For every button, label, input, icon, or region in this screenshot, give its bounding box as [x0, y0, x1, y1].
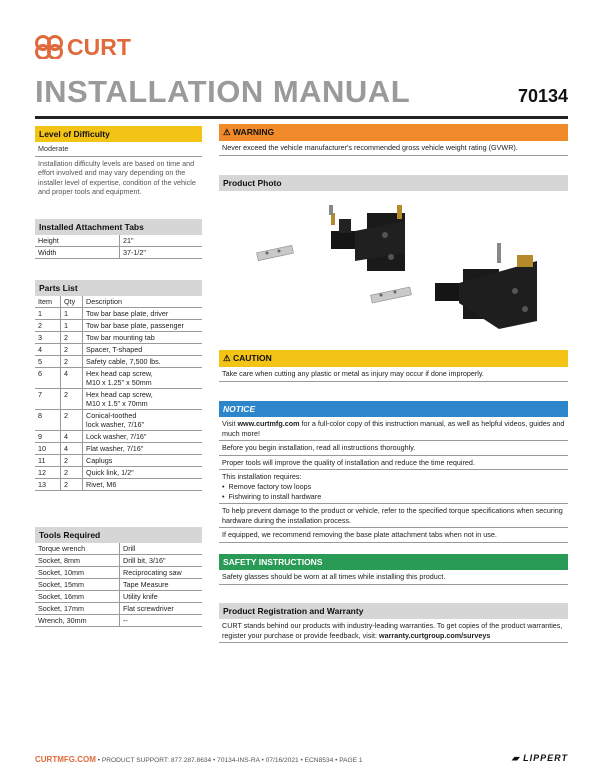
caution-heading: [219, 350, 568, 367]
table-row: [35, 543, 202, 555]
column-header: Qty: [61, 296, 83, 308]
tool-name: Drill bit, 3/16": [123, 556, 166, 565]
parts-list-section: [35, 280, 202, 491]
tab-dimension-value: 21": [123, 236, 134, 245]
registration-heading: Product Registration and Warranty: [219, 603, 568, 619]
brand-name: CURT: [67, 33, 131, 60]
part-number: 70134: [517, 86, 568, 106]
item-description: Hex head cap screw, M10 x 1.25" x 50mm: [86, 369, 153, 387]
parts-table-body: [35, 308, 202, 491]
tools-section: [35, 527, 202, 627]
safety-heading: SAFETY INSTRUCTIONS: [219, 554, 568, 570]
tools-table: [35, 543, 202, 627]
tools-table-body: [35, 543, 202, 627]
item-qty: 1: [61, 308, 83, 320]
item-description: Quick link, 1/2": [86, 468, 134, 477]
tool-name: Drill: [123, 544, 136, 553]
table-row: [35, 368, 202, 389]
difficulty-level: Moderate: [35, 142, 202, 157]
list-item-text: Remove factory tow loops: [228, 481, 312, 491]
tool-name: --: [123, 616, 128, 625]
item-number: 4: [35, 344, 61, 356]
parts-table: [35, 296, 202, 491]
table-row: [35, 235, 202, 247]
tool-name: Utility knife: [123, 592, 158, 601]
item-number: 7: [35, 389, 61, 410]
tool-name: Socket, 16mm: [35, 591, 120, 603]
table-row: [35, 579, 202, 591]
item-number: 9: [35, 431, 61, 443]
table-row: [35, 467, 202, 479]
registration-body: CURT stands behind our products with industry-leading warranties. To get copies of the product warranties, register your purchase or provide feedback, visit:: [222, 621, 563, 640]
attachment-tabs-table: [35, 235, 202, 259]
registration-section: [219, 603, 568, 643]
caution-heading-text: CAUTION: [233, 353, 272, 363]
tab-dimension-value: 37-1/2": [123, 248, 146, 257]
item-number: 10: [35, 443, 61, 455]
list-item-text: Fishwiring to install hardware: [228, 491, 322, 501]
table-row: [35, 443, 202, 455]
safety-section: [219, 554, 568, 585]
item-description: Lock washer, 7/16": [86, 432, 147, 441]
notice-visit-text: [219, 417, 568, 441]
item-qty: 2: [61, 356, 83, 368]
tool-name: Socket, 10mm: [35, 567, 120, 579]
header-divider: [35, 116, 568, 119]
caution-section: [219, 350, 568, 382]
item-number: 3: [35, 332, 61, 344]
notice-read-instructions: Before you begin installation, read all instructions thoroughly.: [219, 441, 568, 456]
table-row: [35, 389, 202, 410]
item-qty: 4: [61, 368, 83, 389]
item-qty: 2: [61, 344, 83, 356]
notice-heading: NOTICE: [219, 401, 568, 417]
difficulty-note: Installation difficulty levels are based on time and effort involved and may vary depending on the installer level of expertise, condition of the vehicle and proper tools and equipment.: [38, 158, 196, 197]
tab-dimension-label: Width: [35, 247, 120, 259]
notice-requirements: [219, 470, 568, 504]
item-qty: 4: [61, 431, 83, 443]
curt-logo-icon: [35, 35, 63, 59]
item-description: Conical-toothed lock washer, 7/16": [86, 411, 145, 429]
list-item: • Remove factory tow loops: [222, 481, 312, 491]
tool-name: Socket, 8mm: [35, 555, 120, 567]
notice-torque: To help prevent damage to the product or vehicle, refer to the specified torque specifications when securing hardware during the installation process.: [219, 504, 568, 528]
column-header: Description: [86, 297, 122, 306]
website-link[interactable]: www.curtmfg.com: [237, 419, 300, 428]
warning-section: [219, 124, 568, 156]
product-photo: [219, 191, 568, 341]
item-description: Safety cable, 7,500 lbs.: [86, 357, 161, 366]
tool-name: Socket, 15mm: [35, 579, 120, 591]
item-description: Tow bar base plate, passenger: [86, 321, 184, 330]
table-row: [35, 308, 202, 320]
table-header-row: [35, 296, 202, 308]
column-header: Item: [35, 296, 61, 308]
table-row: [35, 356, 202, 368]
table-row: [35, 479, 202, 491]
item-description: Tow bar mounting tab: [86, 333, 155, 342]
product-photo-section: [219, 175, 568, 346]
item-qty: 2: [61, 410, 83, 431]
lippert-logo: [512, 753, 568, 764]
item-description: Hex head cap screw, M10 x 1.5" x 70mm: [86, 390, 153, 408]
tab-dimension-label: Height: [35, 235, 120, 247]
product-photo-heading: Product Photo: [219, 175, 568, 191]
registration-text: [219, 619, 568, 643]
table-row: [35, 615, 202, 627]
table-row: [35, 410, 202, 431]
footer-info: • PRODUCT SUPPORT: 877.287.8634 • 70134-INS-RA • 07/16/2021 • ECN8534 • PAGE 1: [97, 757, 363, 764]
difficulty-heading: Level of Difficulty: [35, 126, 202, 142]
tool-name: Flat screwdriver: [123, 604, 174, 613]
table-row: [35, 247, 202, 259]
tool-name: Socket, 17mm: [35, 603, 120, 615]
item-qty: 2: [61, 389, 83, 410]
list-item: • Fishwiring to install hardware: [222, 491, 322, 501]
item-qty: 2: [61, 332, 83, 344]
item-qty: 2: [61, 467, 83, 479]
item-qty: 4: [61, 443, 83, 455]
warranty-link[interactable]: warranty.curtgroup.com/surveys: [379, 630, 491, 640]
table-row: [35, 567, 202, 579]
page-title: INSTALLATION MANUAL: [35, 74, 411, 109]
partner-name: LIPPERT: [523, 753, 568, 763]
tool-name: Wrench, 30mm: [35, 615, 120, 627]
table-row: [35, 591, 202, 603]
tool-name: Torque wrench: [35, 543, 120, 555]
notice-visit-suffix: for a full-color copy of this instruction manual, as well as helpful videos, guides and much more!: [222, 419, 565, 438]
base-plate-driver-icon: [329, 205, 405, 271]
attachment-tabs-heading: Installed Attachment Tabs: [35, 219, 202, 235]
tool-name: Tape Measure: [123, 580, 169, 589]
item-number: 8: [35, 410, 61, 431]
item-qty: 2: [61, 455, 83, 467]
item-number: 2: [35, 320, 61, 332]
safety-text: Safety glasses should be worn at all times while installing this product.: [219, 570, 568, 585]
item-description: Spacer, T-shaped: [86, 345, 143, 354]
notice-proper-tools: Proper tools will improve the quality of installation and reduce the time required.: [219, 456, 568, 471]
table-row: [35, 344, 202, 356]
item-description: Tow bar base plate, driver: [86, 309, 169, 318]
table-row: [35, 332, 202, 344]
warning-heading: [219, 124, 568, 141]
item-description: Rivet, M6: [86, 480, 117, 489]
item-qty: 1: [61, 320, 83, 332]
item-description: Caplugs: [86, 456, 113, 465]
lippert-logo-icon: ▰: [511, 753, 520, 763]
caution-icon: ⚠: [223, 353, 231, 363]
item-qty: 2: [61, 479, 83, 491]
footer: [35, 755, 363, 764]
caution-text: Take care when cutting any plastic or metal as injury may occur if done improperly.: [219, 367, 568, 382]
tools-heading: Tools Required: [35, 527, 202, 543]
notice-visit-prefix: Visit: [222, 419, 238, 428]
item-number: 12: [35, 467, 61, 479]
table-row: [35, 431, 202, 443]
item-number: 11: [35, 455, 61, 467]
curt-logo: [35, 34, 131, 60]
attachment-tabs-section: [35, 219, 202, 259]
table-row: [35, 603, 202, 615]
notice-section: [219, 401, 568, 543]
item-number: 1: [35, 308, 61, 320]
table-row: [35, 455, 202, 467]
item-number: 6: [35, 368, 61, 389]
warning-text: Never exceed the vehicle manufacturer's recommended gross vehicle weight rating (GVWR).: [219, 141, 568, 156]
footer-site-link[interactable]: CURTMFG.COM: [35, 755, 96, 764]
warning-icon: ⚠: [223, 127, 231, 137]
item-description: Flat washer, 7/16": [86, 444, 144, 453]
difficulty-section: [35, 126, 202, 199]
base-plate-passenger-icon: [435, 243, 537, 329]
tool-name: Reciprocating saw: [123, 568, 182, 577]
notice-remove-tabs: If equipped, we recommend removing the base plate attachment tabs when not in use.: [219, 528, 568, 543]
warning-heading-text: WARNING: [233, 127, 275, 137]
table-row: [35, 320, 202, 332]
item-number: 5: [35, 356, 61, 368]
table-row: [35, 555, 202, 567]
item-number: 13: [35, 479, 61, 491]
parts-list-heading: Parts List: [35, 280, 202, 296]
notice-requires-label: This installation requires:: [222, 472, 302, 482]
